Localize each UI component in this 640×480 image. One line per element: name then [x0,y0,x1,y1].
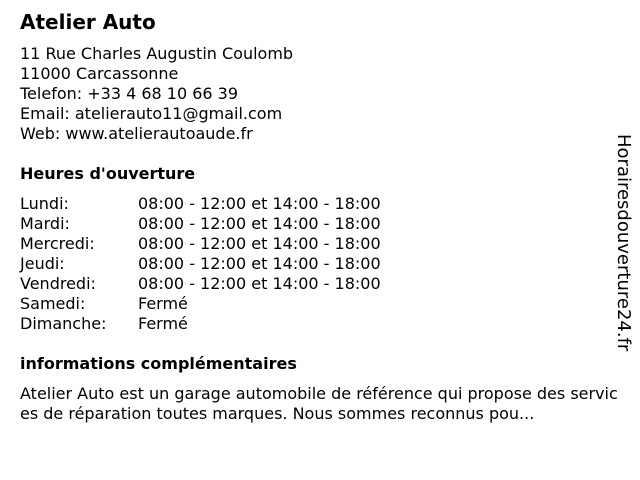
watermark-site-name: Horairesdouverture24.fr [613,134,634,352]
time-value: 08:00 - 12:00 et 14:00 - 18:00 [138,234,381,253]
email-address: Email: atelierauto11@gmail.com [20,104,283,123]
hours-row-monday [20,194,381,214]
street-address: 11 Rue Charles Augustin Coulomb [20,44,294,63]
day-label: Lundi: [20,194,69,213]
opening-hours-table [20,194,381,334]
city-postcode: 11000 Carcassonne [20,64,179,83]
hours-row-wednesday [20,234,381,254]
day-label: Vendredi: [20,274,96,293]
time-value: 08:00 - 12:00 et 14:00 - 18:00 [138,214,381,233]
business-description: Atelier Auto est un garage automobile de référence qui propose des services de réparation toutes marques. Nous sommes reconnus pou... [20,384,618,423]
time-value: Fermé [138,294,188,313]
hours-row-tuesday [20,214,381,234]
day-label: Mardi: [20,214,70,233]
day-label: Samedi: [20,294,86,313]
time-value: 08:00 - 12:00 et 14:00 - 18:00 [138,254,381,273]
day-label: Jeudi: [20,254,65,273]
day-label: Mercredi: [20,234,95,253]
phone-number: Telefon: +33 4 68 10 66 39 [20,84,239,103]
day-label: Dimanche: [20,314,107,333]
business-name: Atelier Auto [20,10,156,34]
time-value: 08:00 - 12:00 et 14:00 - 18:00 [138,274,381,293]
hours-row-friday [20,274,381,294]
website-address: Web: www.atelierautoaude.fr [20,124,253,143]
info-heading: informations complémentaires [20,354,297,373]
hours-heading: Heures d'ouverture [20,164,196,183]
hours-row-sunday [20,314,381,334]
time-value: Fermé [138,314,188,333]
hours-row-saturday [20,294,381,314]
time-value: 08:00 - 12:00 et 14:00 - 18:00 [138,194,381,213]
contact-block [20,44,293,144]
hours-row-thursday [20,254,381,274]
